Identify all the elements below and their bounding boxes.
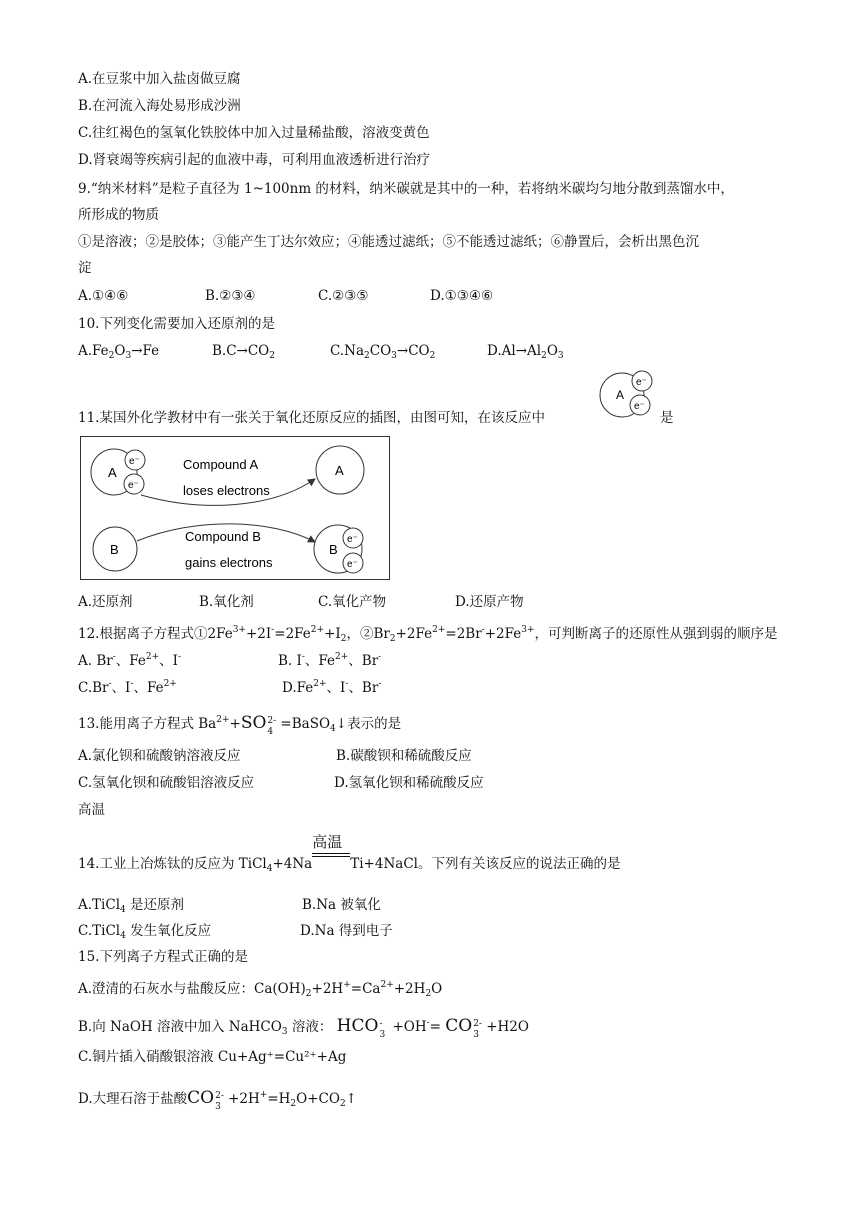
q11-stem: 11.某国外化学教材中有一张关于氧化还原反应的插图，由图可知，在该反应中 <box>78 410 545 426</box>
redox-diagram <box>80 436 390 580</box>
q9-option-d: D.①③④⑥ <box>430 288 494 304</box>
q15-option-b: B.向 NaOH 溶液中加入 NaHCO$_3$ 溶液： HCO - 3 +OH-= CO 2- 3 +H2O <box>78 1016 529 1040</box>
q8-option-b: B.在河流入海处易形成沙洲 <box>78 98 241 114</box>
q10-stem: 10.下列变化需要加入还原剂的是 <box>78 316 275 332</box>
compound-b-label: Compound B <box>185 529 261 544</box>
q9-option-a: A.①④⑥ <box>78 288 129 304</box>
q8-option-c: C.往红褐色的氢氧化铁胶体中加入过量稀盐酸，溶液变黄色 <box>78 125 430 141</box>
q12-option-a: A. Br-、$Fe^{2+}$、I- <box>78 652 182 669</box>
q9-option-c: C.②③⑤ <box>318 288 369 304</box>
q12-option-b: B. I-、$Fe^{2+}$、Br- <box>278 652 382 669</box>
loses-electrons-label: loses electrons <box>183 483 270 498</box>
q13-option-c: C.氢氧化钡和硫酸铝溶液反应 <box>78 775 255 791</box>
left-electron-2: e⁻ <box>128 480 139 491</box>
q10-option-a: $A.Fe_2O_3\to Fe$ <box>78 343 160 361</box>
q8-option-d: D.肾衰竭等疾病引起的血液中毒，可利用血液透析进行治疗 <box>78 152 431 168</box>
q13-option-b: B.碳酸钡和稀硫酸反应 <box>336 748 472 764</box>
compound-a-label: Compound A <box>183 457 259 472</box>
right-electron-2: e⁻ <box>347 559 358 570</box>
q11-option-c: C.氧化产物 <box>318 594 387 610</box>
q14-option-c: C.TiCl$_4$ 发生氧化反应 <box>78 923 212 941</box>
q9-option-b: B.②③④ <box>205 288 256 304</box>
reaction-condition: 高温 <box>312 850 350 868</box>
q12-option-d: $D.Fe^{2+}$、I-、Br- <box>282 679 382 696</box>
q15-stem: 15.下列离子方程式正确的是 <box>78 949 248 965</box>
inline-electron-figure <box>596 368 660 426</box>
q14-stem: 14.工业上冶炼钛的反应为 TiCl$_4$+4Na 高温 Ti+4NaCl。下列有关该反应的说法正确的是 <box>78 833 621 874</box>
q9-items-line2: 淀 <box>78 260 92 276</box>
inline-electron-label-2: e⁻ <box>634 401 645 412</box>
left-a-label: A <box>108 465 117 480</box>
left-electron-1: e⁻ <box>129 456 140 467</box>
q10-option-c: $C.Na_2CO_3\to CO_2$ <box>330 343 436 361</box>
q13-option-d: D.氢氧化钡和稀硫酸反应 <box>334 775 484 791</box>
inline-a-label: A <box>616 388 625 402</box>
q11-stem-suffix: 是 <box>660 410 674 426</box>
q15-option-c: C.铜片插入硝酸银溶液 Cu+Ag⁺=Cu²⁺+Ag <box>78 1049 347 1065</box>
q11-option-d: D.还原产物 <box>455 594 524 610</box>
q11-option-a: A.还原剂 <box>78 594 133 610</box>
left-b-label: B <box>110 542 119 557</box>
q12-option-c: C.Br-、I-、$Fe^{2+}$ <box>78 679 177 696</box>
q14-option-b: B.Na 被氧化 <box>302 897 381 913</box>
inline-electron-label-1: e⁻ <box>636 377 647 388</box>
q14-option-d: D.Na 得到电子 <box>300 923 393 939</box>
q15-option-d: D.大理石溶于盐酸CO 2- 3 $+2H^+=H_2O+CO_2↑$ <box>78 1088 357 1112</box>
q10-option-b: $B.C\to CO_2$ <box>212 343 275 361</box>
q9-stem-line2: 所形成的物质 <box>78 207 159 223</box>
right-b-label: B <box>329 542 338 557</box>
q11-option-b: B.氧化剂 <box>199 594 254 610</box>
q15-option-a: A.澄清的石灰水与盐酸反应：$Ca(OH)_2+2H^+=Ca^{2+}+2H_2O$ <box>78 980 443 999</box>
q8-option-a: A.在豆浆中加入盐卤做豆腐 <box>78 71 241 87</box>
right-a-label: A <box>335 463 344 478</box>
q10-option-d: $D.Al\to Al_2O_3$ <box>487 343 564 361</box>
q9-items-line1: ①是溶液；②是胶体；③能产生丁达尔效应；④能透过滤纸；⑤不能透过滤纸；⑥静置后，会析出黑色沉 <box>78 234 699 250</box>
stray-gaowen-text: 高温 <box>78 802 105 818</box>
q14-option-a: A.TiCl$_4$ 是还原剂 <box>78 897 185 915</box>
q13-option-a: A.氯化钡和硫酸钠溶液反应 <box>78 748 241 764</box>
q13-stem: 13.能用离子方程式 $Ba^{2+}+SO$ 2- 4 =BaSO$_4$↓表示的是 <box>78 713 402 737</box>
q9-stem-line1: 9.“纳米材料”是粒子直径为 1~100nm 的材料，纳米碳就是其中的一种，若将纳米碳均匀地分散到蒸馏水中， <box>78 181 734 197</box>
q12-stem: 12.根据离子方程式$①2Fe^{3+}+2I^-=2Fe^{2+}+I_2$，$②Br_2+2Fe^{2+}=2Br^-+2Fe^{3+}$，可判断离子的还原性从强到弱的顺序是 <box>78 625 778 644</box>
right-electron-1: e⁻ <box>347 534 358 545</box>
gains-electrons-label: gains electrons <box>185 555 273 570</box>
